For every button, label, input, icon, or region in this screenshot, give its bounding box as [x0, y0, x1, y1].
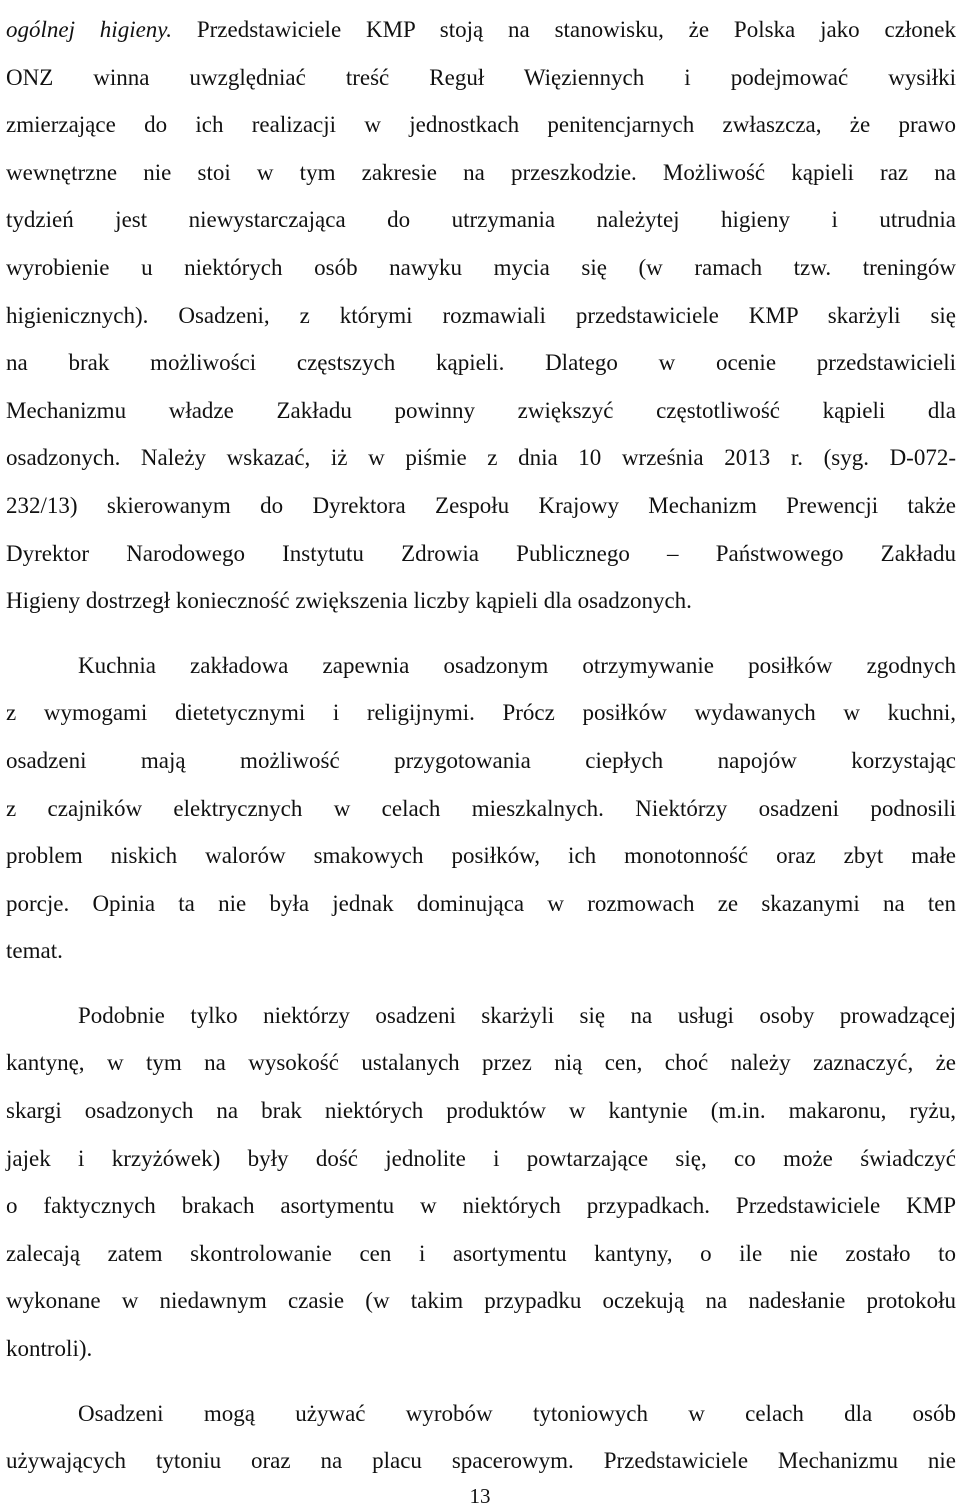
text-line: na brak możliwości częstszych kąpieli. Dlatego w ocenie przedstawicieli — [6, 350, 956, 376]
text-line-content: Przedstawiciele KMP stoją na stanowisku, że Polska jako członek — [172, 17, 957, 42]
text-line: ONZ winna uwzględniać treść Reguł Więziennych i podejmować wysiłki — [6, 64, 956, 90]
italic-lead: ogólnej higieny. — [6, 17, 172, 42]
paragraph-hygiene — [6, 6, 956, 625]
document-page — [6, 0, 956, 1485]
text-line: wykonane w niedawnym czasie (w takim przypadku oczekują na nadesłanie protokołu — [6, 1288, 956, 1314]
text-line: skargi osadzonych na brak niektórych produktów w kantynie (m.in. makaronu, ryżu, — [6, 1098, 956, 1124]
text-line: kantynę, w tym na wysokość ustalanych przez nią cen, choć należy zaznaczyć, że — [6, 1050, 956, 1076]
text-line: Osadzeni mogą używać wyrobów tytoniowych w celach dla osób — [78, 1400, 956, 1426]
text-line: używających tytoniu oraz na placu spacerowym. Przedstawiciele Mechanizmu nie — [6, 1448, 956, 1474]
text-line: zalecają zatem skontrolowanie cen i asortymentu kantyny, o ile nie zostało to — [6, 1240, 956, 1266]
text-line: Dyrektor Narodowego Instytutu Zdrowia Publicznego – Państwowego Zakładu — [6, 540, 956, 566]
text-line: kontroli). — [6, 1336, 93, 1362]
text-line: osadzeni mają możliwość przygotowania ciepłych napojów korzystając — [6, 747, 956, 773]
text-line: Kuchnia zakładowa zapewnia osadzonym otrzymywanie posiłków zgodnych — [78, 652, 956, 678]
text-line: Higieny dostrzegł konieczność zwiększenia liczby kąpieli dla osadzonych. — [6, 588, 692, 614]
text-line: higienicznych). Osadzeni, z którymi rozmawiali przedstawiciele KMP skarżyli się — [6, 302, 956, 328]
text-line: z wymogami dietetycznymi i religijnymi. Prócz posiłków wydawanych w kuchni, — [6, 700, 956, 726]
page-number: 13 — [469, 1484, 491, 1508]
text-line: temat. — [6, 938, 63, 964]
text-line — [6, 6, 956, 54]
text-line: Podobnie tylko niektórzy osadzeni skarżyli się na usługi osoby prowadzącej — [78, 1002, 956, 1028]
text-line: z czajników elektrycznych w celach mieszkalnych. Niektórzy osadzeni podnosili — [6, 795, 956, 821]
text-line: Mechanizmu władze Zakładu powinny zwiększyć częstotliwość kąpieli dla — [6, 397, 956, 423]
text-line: osadzonych. Należy wskazać, iż w piśmie z dnia 10 września 2013 r. (syg. D-072- — [6, 445, 956, 471]
text-line: jajek i krzyżówek) były dość jednolite i powtarzające się, co może świadczyć — [6, 1145, 956, 1171]
text-line: porcje. Opinia ta nie była jednak dominująca w rozmowach ze skazanymi na ten — [6, 890, 956, 916]
text-line: wyrobienie u niektórych osób nawyku mycia się (w ramach tzw. treningów — [6, 254, 956, 280]
text-line: tydzień jest niewystarczająca do utrzymania należytej higieny i utrudnia — [6, 207, 956, 233]
text-line: o faktycznych brakach asortymentu w niektórych przypadkach. Przedstawiciele KMP — [6, 1193, 956, 1219]
text-line: problem niskich walorów smakowych posiłków, ich monotonność oraz zbyt małe — [6, 843, 956, 869]
text-line: 232/13) skierowanym do Dyrektora Zespołu Krajowy Mechanizm Prewencji także — [6, 492, 956, 518]
paragraph-kitchen — [6, 642, 956, 975]
text-line: wewnętrzne nie stoi w tym zakresie na przeszkodzie. Możliwość kąpieli raz na — [6, 159, 956, 185]
text-line: zmierzające do ich realizacji w jednostkach penitencjarnych zwłaszcza, że prawo — [6, 112, 956, 138]
paragraph-tobacco — [6, 1390, 956, 1485]
paragraph-canteen — [6, 992, 956, 1373]
